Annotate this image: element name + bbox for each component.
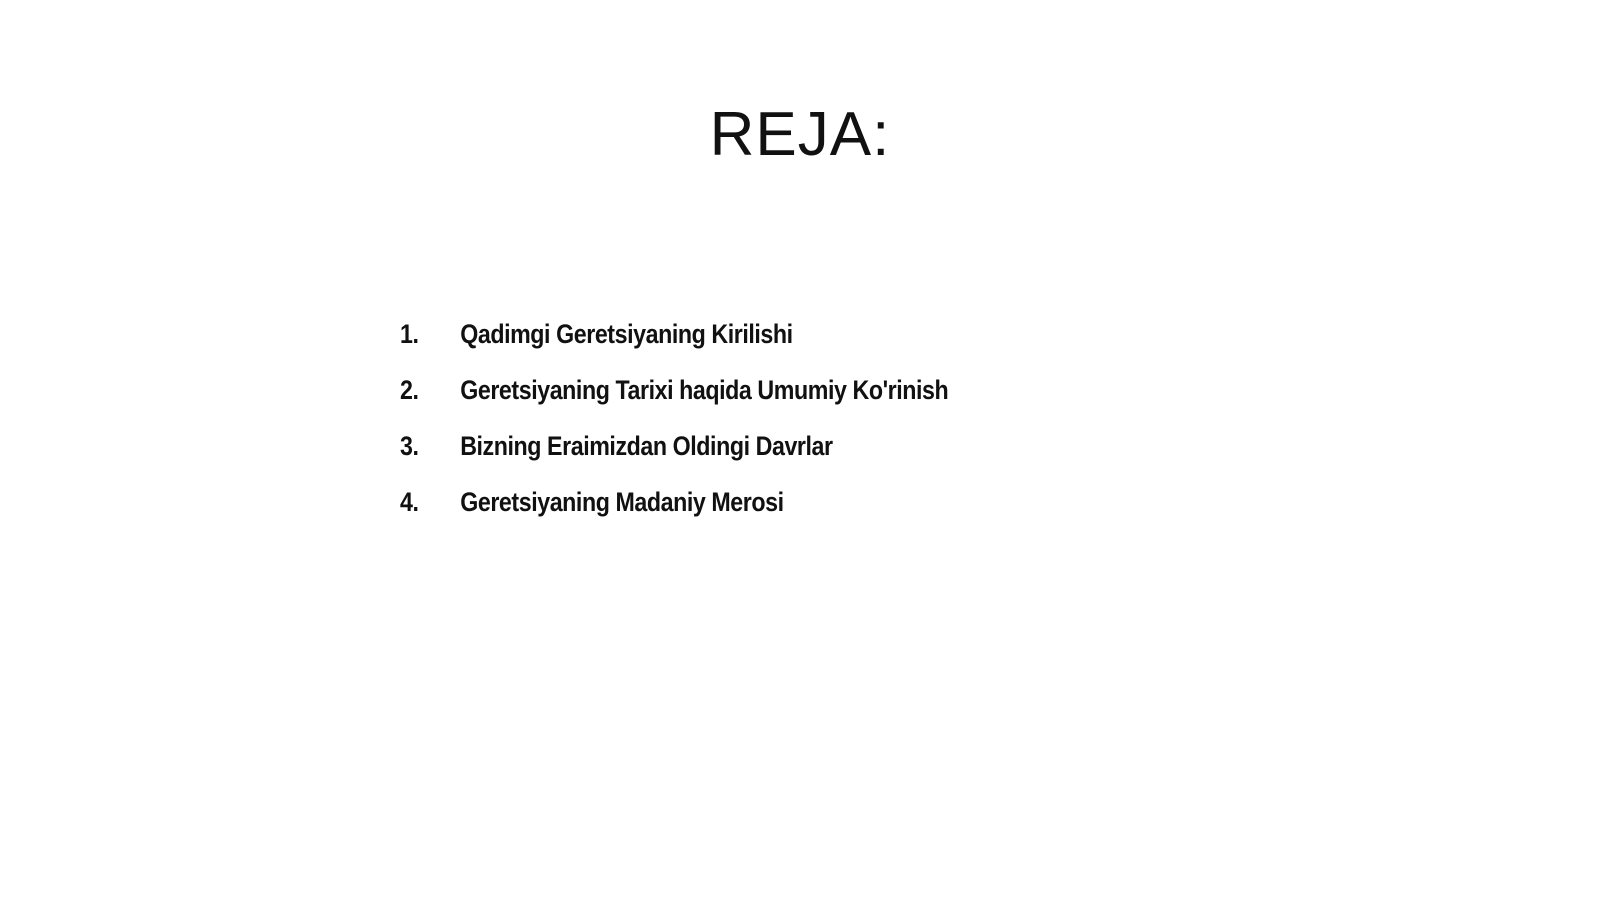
plan-list: [400, 319, 1038, 543]
list-item: [400, 375, 948, 431]
list-item-text: Qadimgi Geretsiyaning Kirilishi: [460, 319, 793, 349]
list-item-text: Geretsiyaning Madaniy Merosi: [460, 487, 784, 517]
list-item-number: 1.: [400, 319, 419, 349]
list-item-number: 4.: [400, 487, 419, 517]
list-item: [400, 319, 948, 375]
list-item-text: Bizning Eraimizdan Oldingi Davrlar: [460, 431, 833, 461]
list-item: [400, 487, 948, 543]
list-item-number: 2.: [400, 375, 419, 405]
list-item-text: Geretsiyaning Tarixi haqida Umumiy Ko'rinish: [460, 375, 949, 405]
slide-title: REJA:: [709, 100, 891, 169]
list-item: [400, 431, 948, 487]
list-item-number: 3.: [400, 431, 419, 461]
